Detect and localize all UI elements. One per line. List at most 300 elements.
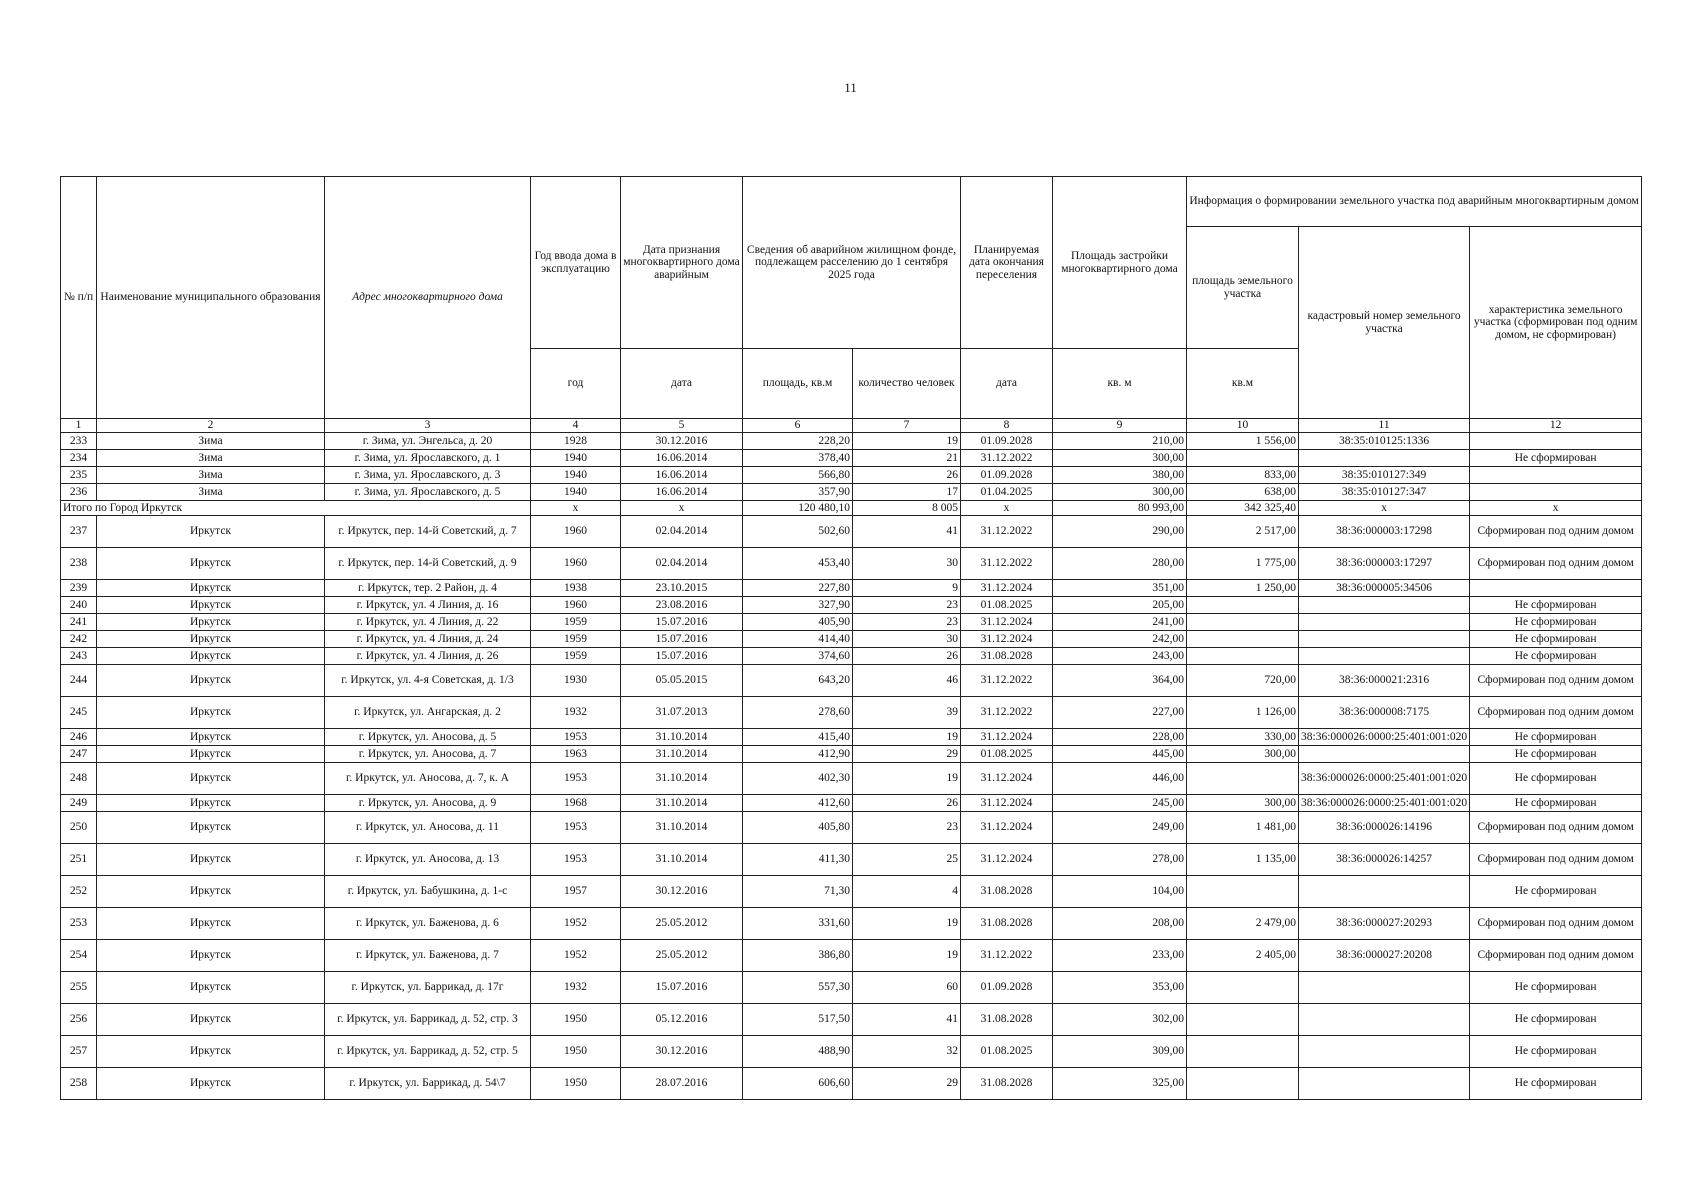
fund-area-cell: 643,20 xyxy=(743,665,853,697)
fund-area-cell: 566,80 xyxy=(743,467,853,484)
planned-date-cell: 01.04.2025 xyxy=(961,484,1053,501)
recognized-date-cell: 05.12.2016 xyxy=(621,1004,743,1036)
cadastral-number-cell: 38:36:000026:14196 xyxy=(1299,812,1470,844)
header-num: № п/п xyxy=(61,177,97,419)
header-municipality: Наименование муниципального образования xyxy=(97,177,325,419)
building-area-cell: 302,00 xyxy=(1053,1004,1187,1036)
municipality-cell: Иркутск xyxy=(97,631,325,648)
table-row xyxy=(61,844,1642,876)
year-built-cell: 1932 xyxy=(531,972,621,1004)
recognized-date-cell: 16.06.2014 xyxy=(621,484,743,501)
building-area-cell: 241,00 xyxy=(1053,614,1187,631)
header-unit-people: количество человек xyxy=(853,349,961,419)
row-number-cell: 258 xyxy=(61,1068,97,1100)
table-row xyxy=(61,697,1642,729)
planned-date-cell: 31.12.2022 xyxy=(961,665,1053,697)
building-area-cell: 245,00 xyxy=(1053,795,1187,812)
table-row xyxy=(61,795,1642,812)
land-area-cell xyxy=(1187,450,1299,467)
municipality-cell: Зима xyxy=(97,484,325,501)
building-area-cell: 290,00 xyxy=(1053,516,1187,548)
building-area-cell: 205,00 xyxy=(1053,597,1187,614)
fund-area-cell: 71,30 xyxy=(743,876,853,908)
fund-area-cell: 411,30 xyxy=(743,844,853,876)
municipality-cell: Иркутск xyxy=(97,516,325,548)
people-count-cell: 26 xyxy=(853,467,961,484)
planned-date-cell: 31.12.2024 xyxy=(961,580,1053,597)
row-number-cell: 237 xyxy=(61,516,97,548)
emergency-housing-table xyxy=(60,176,1642,1100)
land-characteristic-cell xyxy=(1470,467,1642,484)
table-row xyxy=(61,631,1642,648)
total-plan-cell: x xyxy=(961,501,1053,516)
recognized-date-cell: 30.12.2016 xyxy=(621,433,743,450)
column-number-cell: 2 xyxy=(97,419,325,433)
year-built-cell: 1940 xyxy=(531,484,621,501)
land-characteristic-cell: Не сформирован xyxy=(1470,648,1642,665)
total-date-cell: x xyxy=(621,501,743,516)
people-count-cell: 19 xyxy=(853,908,961,940)
row-number-cell: 245 xyxy=(61,697,97,729)
planned-date-cell: 01.08.2025 xyxy=(961,1036,1053,1068)
building-area-cell: 228,00 xyxy=(1053,729,1187,746)
land-area-cell xyxy=(1187,876,1299,908)
header-land-characteristic: характеристика земельного участка (сформирован под одним домом, не сформирован) xyxy=(1470,227,1642,419)
address-cell: г. Иркутск, тер. 2 Район, д. 4 xyxy=(325,580,531,597)
year-built-cell: 1953 xyxy=(531,812,621,844)
municipality-cell: Иркутск xyxy=(97,648,325,665)
people-count-cell: 23 xyxy=(853,597,961,614)
table-row xyxy=(61,450,1642,467)
planned-date-cell: 31.12.2022 xyxy=(961,516,1053,548)
people-count-cell: 30 xyxy=(853,631,961,648)
land-area-cell: 330,00 xyxy=(1187,729,1299,746)
land-area-cell xyxy=(1187,1004,1299,1036)
address-cell: г. Иркутск, ул. Баженова, д. 7 xyxy=(325,940,531,972)
recognized-date-cell: 30.12.2016 xyxy=(621,1036,743,1068)
planned-date-cell: 31.12.2024 xyxy=(961,844,1053,876)
cadastral-number-cell: 38:36:000026:0000:25:401:001:020 xyxy=(1299,729,1470,746)
row-number-cell: 252 xyxy=(61,876,97,908)
fund-area-cell: 386,80 xyxy=(743,940,853,972)
row-number-cell: 235 xyxy=(61,467,97,484)
row-number-cell: 239 xyxy=(61,580,97,597)
address-cell: г. Зима, ул. Ярославского, д. 5 xyxy=(325,484,531,501)
land-area-cell xyxy=(1187,648,1299,665)
cadastral-number-cell: 38:36:000027:20293 xyxy=(1299,908,1470,940)
land-characteristic-cell: Сформирован под одним домом xyxy=(1470,908,1642,940)
people-count-cell: 32 xyxy=(853,1036,961,1068)
address-cell: г. Зима, ул. Ярославского, д. 3 xyxy=(325,467,531,484)
land-characteristic-cell: Не сформирован xyxy=(1470,597,1642,614)
year-built-cell: 1952 xyxy=(531,908,621,940)
address-cell: г. Иркутск, ул. Баженова, д. 6 xyxy=(325,908,531,940)
table-row xyxy=(61,812,1642,844)
address-cell: г. Иркутск, ул. 4-я Советская, д. 1/3 xyxy=(325,665,531,697)
recognized-date-cell: 16.06.2014 xyxy=(621,467,743,484)
address-cell: г. Иркутск, ул. 4 Линия, д. 24 xyxy=(325,631,531,648)
recognized-date-cell: 15.07.2016 xyxy=(621,631,743,648)
people-count-cell: 30 xyxy=(853,548,961,580)
fund-area-cell: 402,30 xyxy=(743,763,853,795)
land-characteristic-cell: Не сформирован xyxy=(1470,795,1642,812)
table-row xyxy=(61,1036,1642,1068)
recognized-date-cell: 02.04.2014 xyxy=(621,516,743,548)
land-characteristic-cell: Не сформирован xyxy=(1470,876,1642,908)
table-row xyxy=(61,940,1642,972)
address-cell: г. Иркутск, пер. 14-й Советский, д. 7 xyxy=(325,516,531,548)
row-number-cell: 253 xyxy=(61,908,97,940)
building-area-cell: 300,00 xyxy=(1053,450,1187,467)
total-area-cell: 120 480,10 xyxy=(743,501,853,516)
total-year-cell: x xyxy=(531,501,621,516)
land-characteristic-cell: Не сформирован xyxy=(1470,972,1642,1004)
fund-area-cell: 606,60 xyxy=(743,1068,853,1100)
table-body xyxy=(61,433,1642,1100)
land-area-cell: 1 556,00 xyxy=(1187,433,1299,450)
people-count-cell: 41 xyxy=(853,1004,961,1036)
land-characteristic-cell: Сформирован под одним домом xyxy=(1470,844,1642,876)
land-area-cell xyxy=(1187,597,1299,614)
municipality-cell: Иркутск xyxy=(97,1004,325,1036)
fund-area-cell: 278,60 xyxy=(743,697,853,729)
recognized-date-cell: 15.07.2016 xyxy=(621,648,743,665)
fund-area-cell: 502,60 xyxy=(743,516,853,548)
people-count-cell: 39 xyxy=(853,697,961,729)
fund-area-cell: 453,40 xyxy=(743,548,853,580)
column-number-cell: 4 xyxy=(531,419,621,433)
recognized-date-cell: 31.10.2014 xyxy=(621,763,743,795)
people-count-cell: 26 xyxy=(853,648,961,665)
column-number-cell: 7 xyxy=(853,419,961,433)
land-characteristic-cell: Не сформирован xyxy=(1470,631,1642,648)
fund-area-cell: 327,90 xyxy=(743,597,853,614)
fund-area-cell: 412,60 xyxy=(743,795,853,812)
column-number-cell: 5 xyxy=(621,419,743,433)
land-characteristic-cell: Не сформирован xyxy=(1470,1036,1642,1068)
planned-date-cell: 01.08.2025 xyxy=(961,597,1053,614)
row-number-cell: 254 xyxy=(61,940,97,972)
year-built-cell: 1928 xyxy=(531,433,621,450)
address-cell: г. Иркутск, ул. 4 Линия, д. 26 xyxy=(325,648,531,665)
recognized-date-cell: 25.05.2012 xyxy=(621,940,743,972)
land-characteristic-cell: Не сформирован xyxy=(1470,614,1642,631)
cadastral-number-cell xyxy=(1299,746,1470,763)
land-area-cell: 1 126,00 xyxy=(1187,697,1299,729)
building-area-cell: 351,00 xyxy=(1053,580,1187,597)
total-build-cell: 80 993,00 xyxy=(1053,501,1187,516)
year-built-cell: 1940 xyxy=(531,467,621,484)
year-built-cell: 1940 xyxy=(531,450,621,467)
year-built-cell: 1968 xyxy=(531,795,621,812)
address-cell: г. Иркутск, ул. Аносова, д. 11 xyxy=(325,812,531,844)
people-count-cell: 29 xyxy=(853,746,961,763)
planned-date-cell: 31.08.2028 xyxy=(961,648,1053,665)
cadastral-number-cell xyxy=(1299,1036,1470,1068)
table-row xyxy=(61,614,1642,631)
header-land-area: площадь земельного участка xyxy=(1187,227,1299,349)
header-unit-year: год xyxy=(531,349,621,419)
row-number-cell: 241 xyxy=(61,614,97,631)
land-area-cell: 833,00 xyxy=(1187,467,1299,484)
row-number-cell: 236 xyxy=(61,484,97,501)
year-built-cell: 1960 xyxy=(531,597,621,614)
planned-date-cell: 31.12.2024 xyxy=(961,631,1053,648)
land-characteristic-cell: Сформирован под одним домом xyxy=(1470,665,1642,697)
header-unit-sqm2: кв.м xyxy=(1187,349,1299,419)
address-cell: г. Зима, ул. Ярославского, д. 1 xyxy=(325,450,531,467)
table-row xyxy=(61,763,1642,795)
row-number-cell: 251 xyxy=(61,844,97,876)
header-unit-date2: дата xyxy=(961,349,1053,419)
fund-area-cell: 414,40 xyxy=(743,631,853,648)
land-area-cell: 720,00 xyxy=(1187,665,1299,697)
header-fund-info: Сведения об аварийном жилищном фонде, подлежащем расселению до 1 сентября 2025 года xyxy=(743,177,961,349)
recognized-date-cell: 23.08.2016 xyxy=(621,597,743,614)
municipality-cell: Иркутск xyxy=(97,763,325,795)
planned-date-cell: 31.12.2022 xyxy=(961,548,1053,580)
address-cell: г. Иркутск, ул. Аносова, д. 13 xyxy=(325,844,531,876)
land-area-cell: 2 517,00 xyxy=(1187,516,1299,548)
table-row xyxy=(61,580,1642,597)
land-characteristic-cell: Сформирован под одним домом xyxy=(1470,697,1642,729)
year-built-cell: 1960 xyxy=(531,548,621,580)
land-characteristic-cell: Сформирован под одним домом xyxy=(1470,940,1642,972)
row-number-cell: 238 xyxy=(61,548,97,580)
column-number-cell: 3 xyxy=(325,419,531,433)
planned-date-cell: 01.09.2028 xyxy=(961,467,1053,484)
land-area-cell: 1 135,00 xyxy=(1187,844,1299,876)
table-row xyxy=(61,484,1642,501)
column-number-cell: 12 xyxy=(1470,419,1642,433)
cadastral-number-cell: 38:36:000003:17298 xyxy=(1299,516,1470,548)
planned-date-cell: 01.09.2028 xyxy=(961,433,1053,450)
cadastral-number-cell xyxy=(1299,972,1470,1004)
municipality-cell: Иркутск xyxy=(97,697,325,729)
row-number-cell: 244 xyxy=(61,665,97,697)
planned-date-cell: 31.12.2024 xyxy=(961,795,1053,812)
building-area-cell: 249,00 xyxy=(1053,812,1187,844)
recognized-date-cell: 31.10.2014 xyxy=(621,844,743,876)
year-built-cell: 1963 xyxy=(531,746,621,763)
fund-area-cell: 228,20 xyxy=(743,433,853,450)
address-cell: г. Иркутск, ул. Аносова, д. 5 xyxy=(325,729,531,746)
fund-area-cell: 378,40 xyxy=(743,450,853,467)
land-area-cell xyxy=(1187,1068,1299,1100)
year-built-cell: 1959 xyxy=(531,614,621,631)
page-number: 11 xyxy=(844,80,857,95)
planned-date-cell: 31.12.2022 xyxy=(961,940,1053,972)
recognized-date-cell: 31.10.2014 xyxy=(621,795,743,812)
cadastral-number-cell: 38:36:000026:14257 xyxy=(1299,844,1470,876)
people-count-cell: 29 xyxy=(853,1068,961,1100)
cadastral-number-cell: 38:36:000026:0000:25:401:001:020 xyxy=(1299,795,1470,812)
year-built-cell: 1953 xyxy=(531,763,621,795)
recognized-date-cell: 31.10.2014 xyxy=(621,746,743,763)
people-count-cell: 19 xyxy=(853,763,961,795)
recognized-date-cell: 28.07.2016 xyxy=(621,1068,743,1100)
cadastral-number-cell: 38:36:000027:20208 xyxy=(1299,940,1470,972)
column-numbers-row xyxy=(61,419,1642,433)
table-row xyxy=(61,665,1642,697)
people-count-cell: 19 xyxy=(853,433,961,450)
row-number-cell: 246 xyxy=(61,729,97,746)
year-built-cell: 1950 xyxy=(531,1004,621,1036)
table-row xyxy=(61,597,1642,614)
people-count-cell: 21 xyxy=(853,450,961,467)
year-built-cell: 1959 xyxy=(531,648,621,665)
total-land-cell: 342 325,40 xyxy=(1187,501,1299,516)
address-cell: г. Иркутск, ул. Ангарская, д. 2 xyxy=(325,697,531,729)
fund-area-cell: 227,80 xyxy=(743,580,853,597)
land-characteristic-cell: Не сформирован xyxy=(1470,1068,1642,1100)
address-cell: г. Иркутск, ул. Баррикад, д. 17г xyxy=(325,972,531,1004)
address-cell: г. Иркутск, ул. 4 Линия, д. 22 xyxy=(325,614,531,631)
cadastral-number-cell xyxy=(1299,631,1470,648)
recognized-date-cell: 23.10.2015 xyxy=(621,580,743,597)
recognized-date-cell: 15.07.2016 xyxy=(621,614,743,631)
total-char-cell: x xyxy=(1470,501,1642,516)
people-count-cell: 23 xyxy=(853,614,961,631)
recognized-date-cell: 31.10.2014 xyxy=(621,812,743,844)
planned-date-cell: 01.09.2028 xyxy=(961,972,1053,1004)
land-characteristic-cell: Сформирован под одним домом xyxy=(1470,812,1642,844)
people-count-cell: 60 xyxy=(853,972,961,1004)
address-cell: г. Иркутск, ул. Аносова, д. 7 xyxy=(325,746,531,763)
address-cell: г. Иркутск, ул. Аносова, д. 9 xyxy=(325,795,531,812)
year-built-cell: 1953 xyxy=(531,844,621,876)
cadastral-number-cell xyxy=(1299,450,1470,467)
recognized-date-cell: 30.12.2016 xyxy=(621,876,743,908)
municipality-cell: Иркутск xyxy=(97,972,325,1004)
land-characteristic-cell: Сформирован под одним домом xyxy=(1470,548,1642,580)
table-row xyxy=(61,729,1642,746)
recognized-date-cell: 31.07.2013 xyxy=(621,697,743,729)
header-cadastral: кадастровый номер земельного участка xyxy=(1299,227,1470,419)
header-recognized-date: Дата признания многоквартирного дома аварийным xyxy=(621,177,743,349)
row-number-cell: 243 xyxy=(61,648,97,665)
fund-area-cell: 415,40 xyxy=(743,729,853,746)
address-cell: г. Иркутск, пер. 14-й Советский, д. 9 xyxy=(325,548,531,580)
municipality-cell: Зима xyxy=(97,450,325,467)
municipality-cell: Иркутск xyxy=(97,746,325,763)
municipality-cell: Зима xyxy=(97,433,325,450)
planned-date-cell: 31.08.2028 xyxy=(961,876,1053,908)
address-cell: г. Иркутск, ул. Бабушкина, д. 1-с xyxy=(325,876,531,908)
land-area-cell: 1 250,00 xyxy=(1187,580,1299,597)
land-area-cell xyxy=(1187,631,1299,648)
people-count-cell: 17 xyxy=(853,484,961,501)
year-built-cell: 1938 xyxy=(531,580,621,597)
municipality-cell: Иркутск xyxy=(97,908,325,940)
header-year-built: Год ввода дома в эксплуатацию xyxy=(531,177,621,349)
year-built-cell: 1930 xyxy=(531,665,621,697)
building-area-cell: 242,00 xyxy=(1053,631,1187,648)
header-planned-date: Планируемая дата окончания переселения xyxy=(961,177,1053,349)
cadastral-number-cell: 38:36:000026:0000:25:401:001:020 xyxy=(1299,763,1470,795)
municipality-cell: Иркутск xyxy=(97,729,325,746)
land-characteristic-cell xyxy=(1470,433,1642,450)
cadastral-number-cell: 38:36:000008:7175 xyxy=(1299,697,1470,729)
building-area-cell: 364,00 xyxy=(1053,665,1187,697)
header-unit-date: дата xyxy=(621,349,743,419)
fund-area-cell: 357,90 xyxy=(743,484,853,501)
land-characteristic-cell xyxy=(1470,580,1642,597)
column-number-cell: 6 xyxy=(743,419,853,433)
land-area-cell: 300,00 xyxy=(1187,795,1299,812)
building-area-cell: 278,00 xyxy=(1053,844,1187,876)
building-area-cell: 208,00 xyxy=(1053,908,1187,940)
address-cell: г. Иркутск, ул. Баррикад, д. 52, стр. 5 xyxy=(325,1036,531,1068)
header-unit-area: площадь, кв.м xyxy=(743,349,853,419)
fund-area-cell: 374,60 xyxy=(743,648,853,665)
fund-area-cell: 557,30 xyxy=(743,972,853,1004)
planned-date-cell: 31.12.2024 xyxy=(961,614,1053,631)
recognized-date-cell: 31.10.2014 xyxy=(621,729,743,746)
recognized-date-cell: 25.05.2012 xyxy=(621,908,743,940)
cadastral-number-cell: 38:36:000005:34506 xyxy=(1299,580,1470,597)
total-row xyxy=(61,501,1642,516)
header-building-area: Площадь застройки многоквартирного дома xyxy=(1053,177,1187,349)
planned-date-cell: 31.12.2022 xyxy=(961,697,1053,729)
land-characteristic-cell: Не сформирован xyxy=(1470,450,1642,467)
cadastral-number-cell xyxy=(1299,597,1470,614)
header-unit-sqm: кв. м xyxy=(1053,349,1187,419)
land-area-cell: 1 775,00 xyxy=(1187,548,1299,580)
column-number-cell: 1 xyxy=(61,419,97,433)
building-area-cell: 104,00 xyxy=(1053,876,1187,908)
land-area-cell xyxy=(1187,972,1299,1004)
building-area-cell: 325,00 xyxy=(1053,1068,1187,1100)
people-count-cell: 41 xyxy=(853,516,961,548)
municipality-cell: Иркутск xyxy=(97,665,325,697)
people-count-cell: 9 xyxy=(853,580,961,597)
address-cell: г. Иркутск, ул. Аносова, д. 7, к. А xyxy=(325,763,531,795)
planned-date-cell: 31.12.2024 xyxy=(961,729,1053,746)
recognized-date-cell: 02.04.2014 xyxy=(621,548,743,580)
people-count-cell: 25 xyxy=(853,844,961,876)
land-area-cell: 2 479,00 xyxy=(1187,908,1299,940)
land-area-cell: 1 481,00 xyxy=(1187,812,1299,844)
row-number-cell: 247 xyxy=(61,746,97,763)
people-count-cell: 4 xyxy=(853,876,961,908)
cadastral-number-cell xyxy=(1299,1068,1470,1100)
year-built-cell: 1957 xyxy=(531,876,621,908)
cadastral-number-cell: 38:35:010127:349 xyxy=(1299,467,1470,484)
people-count-cell: 46 xyxy=(853,665,961,697)
land-characteristic-cell: Не сформирован xyxy=(1470,746,1642,763)
people-count-cell: 19 xyxy=(853,729,961,746)
recognized-date-cell: 16.06.2014 xyxy=(621,450,743,467)
people-count-cell: 26 xyxy=(853,795,961,812)
row-number-cell: 256 xyxy=(61,1004,97,1036)
row-number-cell: 250 xyxy=(61,812,97,844)
table-row xyxy=(61,876,1642,908)
row-number-cell: 233 xyxy=(61,433,97,450)
land-area-cell xyxy=(1187,1036,1299,1068)
year-built-cell: 1932 xyxy=(531,697,621,729)
row-number-cell: 249 xyxy=(61,795,97,812)
header-address: Адрес многоквартирного дома xyxy=(325,177,531,419)
planned-date-cell: 31.08.2028 xyxy=(961,1068,1053,1100)
year-built-cell: 1960 xyxy=(531,516,621,548)
cadastral-number-cell: 38:35:010125:1336 xyxy=(1299,433,1470,450)
building-area-cell: 446,00 xyxy=(1053,763,1187,795)
land-characteristic-cell: Не сформирован xyxy=(1470,763,1642,795)
fund-area-cell: 405,80 xyxy=(743,812,853,844)
address-cell: г. Иркутск, ул. Баррикад, д. 52, стр. 3 xyxy=(325,1004,531,1036)
table-row xyxy=(61,467,1642,484)
